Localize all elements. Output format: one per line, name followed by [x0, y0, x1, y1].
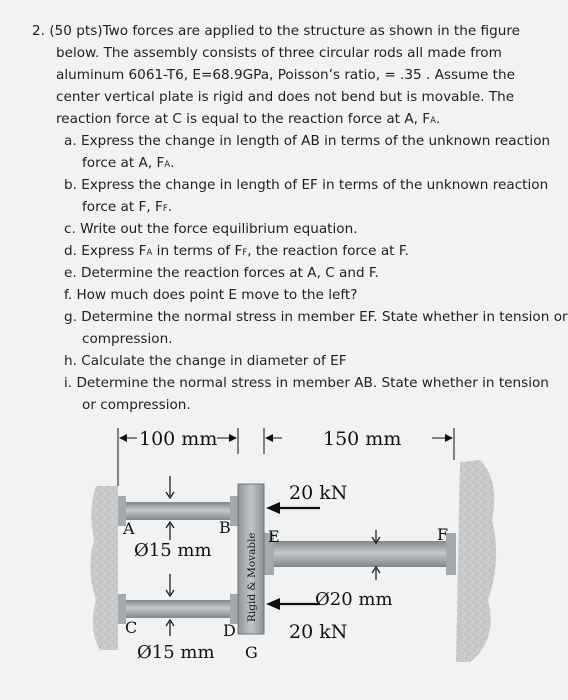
label-B: B — [219, 518, 231, 537]
left-wall — [90, 486, 118, 650]
plate-label: Rigid & Movable — [246, 532, 258, 622]
part-a-cont: force at A, FA. — [82, 155, 175, 171]
label-C: C — [125, 618, 138, 637]
part-c: c. Write out the force equilibrium equation. — [64, 221, 358, 237]
intro-line-2: below. The assembly consists of three circular rods all made from — [56, 45, 502, 61]
dim-right-label: 150 mm — [323, 428, 402, 450]
structure-figure — [0, 400, 568, 700]
part-f: f. How much does point E move to the left? — [64, 287, 358, 303]
dia-EF-label: Ø20 mm — [315, 589, 393, 610]
part-b-cont: force at F, FF. — [82, 199, 173, 215]
part-h: h. Calculate the change in diameter of EF — [64, 353, 347, 369]
dia-AB-label: Ø15 mm — [134, 540, 212, 561]
intro-line-4: center vertical plate is rigid and does not bend but is movable. The — [56, 89, 515, 105]
structure-diagram — [0, 400, 568, 700]
force-top-label: 20 kN — [289, 482, 348, 504]
part-b: b. Express the change in length of EF in terms of the unknown reaction — [64, 177, 549, 193]
dim-left-label: 100 mm — [139, 428, 218, 450]
part-d: d. Express FA in terms of FF, the reaction force at F. — [64, 243, 409, 259]
intro-line-1: (50 pts)Two forces are applied to the structure as shown in the figure — [49, 23, 520, 39]
part-a: a. Express the change in length of AB in terms of the unknown reaction — [64, 133, 551, 149]
part-i: i. Determine the normal stress in member AB. State whether in tension — [64, 375, 549, 391]
label-D: D — [223, 621, 236, 640]
force-bottom-label: 20 kN — [289, 621, 348, 643]
right-wall — [456, 460, 496, 662]
intro-line-5: reaction force at C is equal to the reaction force at A, FA. — [56, 111, 441, 127]
part-g: g. Determine the normal stress in member EF. State whether in tension or — [64, 309, 568, 325]
label-A: A — [123, 519, 135, 538]
label-E: E — [268, 527, 280, 546]
part-i-cont: or compression. — [82, 397, 191, 413]
problem-number: 2. — [32, 23, 45, 39]
rod-EF — [264, 533, 456, 575]
intro-line-3: aluminum 6061-T6, E=68.9GPa, Poisson’s ratio, = .35 . Assume the — [56, 67, 515, 83]
label-F: F — [437, 525, 449, 544]
part-g-cont: compression. — [82, 331, 173, 347]
part-e: e. Determine the reaction forces at A, C and F. — [64, 265, 379, 281]
label-G: G — [245, 643, 258, 662]
dia-CD-label: Ø15 mm — [137, 642, 215, 663]
